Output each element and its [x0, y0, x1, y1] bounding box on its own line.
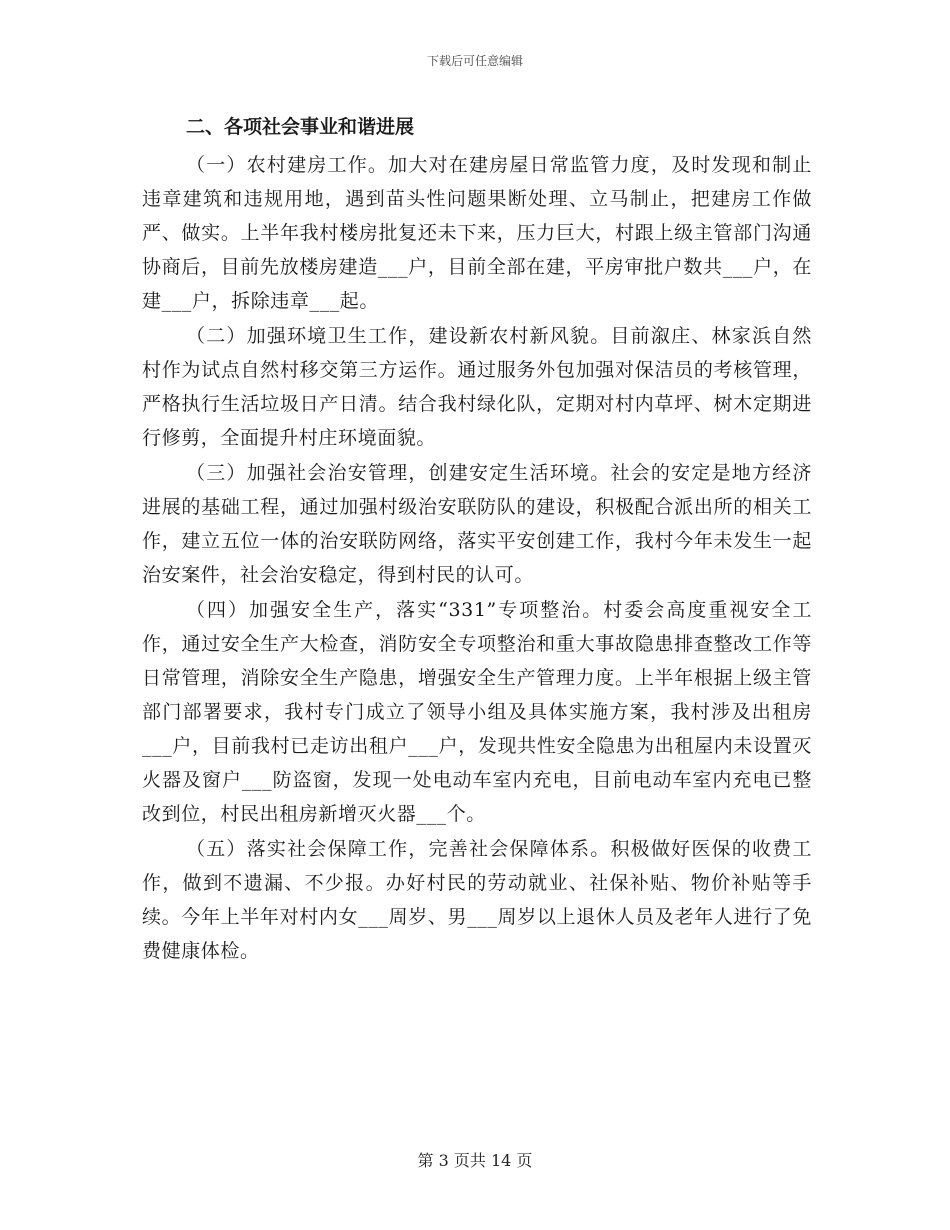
paragraph-public-security: （三）加强社会治安管理，创建安定生活环境。社会的安定是地方经济进展的基础工程，通过加强村级治安联防队的建设，积极配合派出所的相关工作，建立五位一体的治安联防网络，落实平安创建工作，我村今年未发生一起治安案件，社会治安稳定，得到村民的认可。	[142, 462, 812, 586]
paragraph-rural-housing: （一）农村建房工作。加大对在建房屋日常监管力度，及时发现和制止违章建筑和违规用地，遇到苗头性问题果断处理、立马制止，把建房工作做严、做实。上半年我村楼房批复还未下来，压力巨大，村跟上级主管部门沟通协商后，目前先放楼房建造___户，目前全部在建，平房审批户数共___户，在建___户，拆除违章___起。	[142, 154, 812, 312]
paragraph-environment: （二）加强环境卫生工作，建设新农村新风貌。目前溆庄、林家浜自然村作为试点自然村移交第三方运作。通过服务外包加强对保洁员的考核管理，严格执行生活垃圾日产日清。结合我村绿化队，定期对村内草坪、树木定期进行修剪，全面提升村庄环境面貌。	[142, 325, 812, 449]
section-heading: 二、各项社会事业和谐进展	[186, 116, 415, 138]
paragraph-social-security: （五）落实社会保障工作，完善社会保障体系。积极做好医保的收费工作，做到不遗漏、不少报。办好村民的劳动就业、社保补贴、物价补贴等手续。今年上半年对村内女___周岁、男___周岁以上退休人员及老年人进行了免费健康体检。	[142, 838, 812, 962]
document-body	[142, 112, 812, 969]
download-note: 下载后可任意编辑	[426, 54, 523, 68]
page-number: 第 3 页共 14 页	[417, 1151, 533, 1170]
paragraph-safety-production: （四）加强安全生产，落实“331”专项整治。村委会高度重视安全工作，通过安全生产大检查，消防安全专项整治和重大事故隐患排查整改工作等日常管理，消除安全生产隐患，增强安全生产管理力度。上半年根据上级主管部门部署要求，我村专门成立了领导小组及具体实施方案，我村涉及出租房___户，目前我村已走访出租户___户，发现共性安全隐患为出租屋内未设置灭火器及窗户___防盗窗，发现一处电动车室内充电，目前电动车室内充电已整改到位，村民出租房新增灭火器___个。	[142, 599, 812, 825]
